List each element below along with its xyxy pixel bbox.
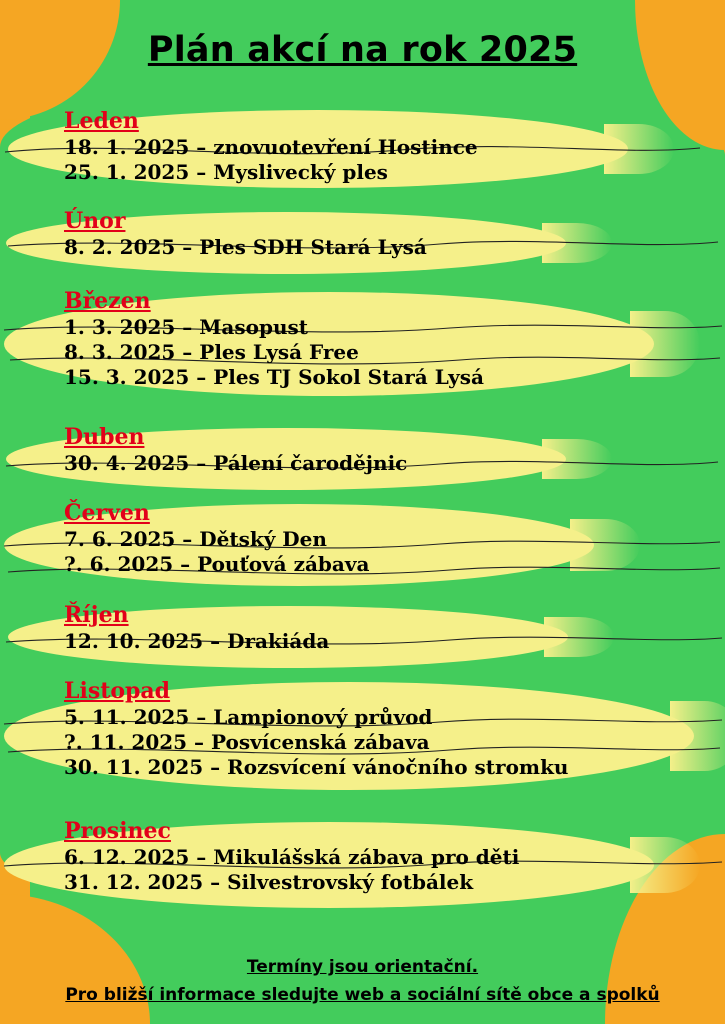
- month-block-brezen: [64, 288, 484, 389]
- event-item: 31. 12. 2025 – Silvestrovský fotbálek: [64, 869, 474, 894]
- month-block-unor: [64, 208, 427, 260]
- event-item: 7. 6. 2025 – Dětský Den: [64, 527, 327, 551]
- event-item: ?. 11. 2025 – Posvícenská zábava: [64, 729, 430, 754]
- event-item: 15. 3. 2025 – Ples TJ Sokol Stará Lysá: [64, 364, 484, 389]
- month-block-cerven: [64, 500, 369, 577]
- page-title: Plán akcí na rok 2025: [147, 30, 578, 70]
- month-block-listopad: [64, 678, 568, 779]
- footer-note-info: Pro bližší informace sledujte web a sociální sítě obce a spolků: [65, 985, 660, 1005]
- event-item: 30. 11. 2025 – Rozsvícení vánočního stromku: [64, 754, 569, 779]
- month-heading: Březen: [64, 288, 151, 314]
- month-heading: Únor: [64, 208, 126, 234]
- month-block-prosinec: [64, 818, 519, 895]
- month-block-leden: [64, 108, 478, 185]
- month-heading: Duben: [64, 424, 145, 450]
- event-item: 5. 11. 2025 – Lampionový průvod: [64, 705, 433, 729]
- event-item: 18. 1. 2025 – znovuotevření Hostince: [64, 135, 478, 159]
- event-item: 1. 3. 2025 – Masopust: [64, 315, 308, 339]
- event-item: 8. 3. 2025 – Ples Lysá Free: [64, 339, 359, 364]
- footer-note-orientation: Termíny jsou orientační.: [246, 957, 479, 977]
- month-heading: Červen: [64, 500, 150, 526]
- month-heading: Prosinec: [64, 818, 171, 844]
- event-item: ?. 6. 2025 – Pouťová zábava: [64, 551, 370, 576]
- event-item: 25. 1. 2025 – Myslivecký ples: [64, 159, 388, 184]
- event-item: 8. 2. 2025 – Ples SDH Stará Lysá: [64, 235, 427, 259]
- month-block-rijen: [64, 602, 329, 654]
- month-heading: Listopad: [64, 678, 171, 704]
- month-heading: Říjen: [64, 602, 129, 628]
- month-heading: Leden: [64, 108, 139, 134]
- event-item: 30. 4. 2025 – Pálení čarodějnic: [64, 451, 408, 475]
- event-item: 6. 12. 2025 – Mikulášská zábava pro děti: [64, 845, 520, 869]
- event-item: 12. 10. 2025 – Drakiáda: [64, 629, 330, 653]
- month-block-duben: [64, 424, 407, 476]
